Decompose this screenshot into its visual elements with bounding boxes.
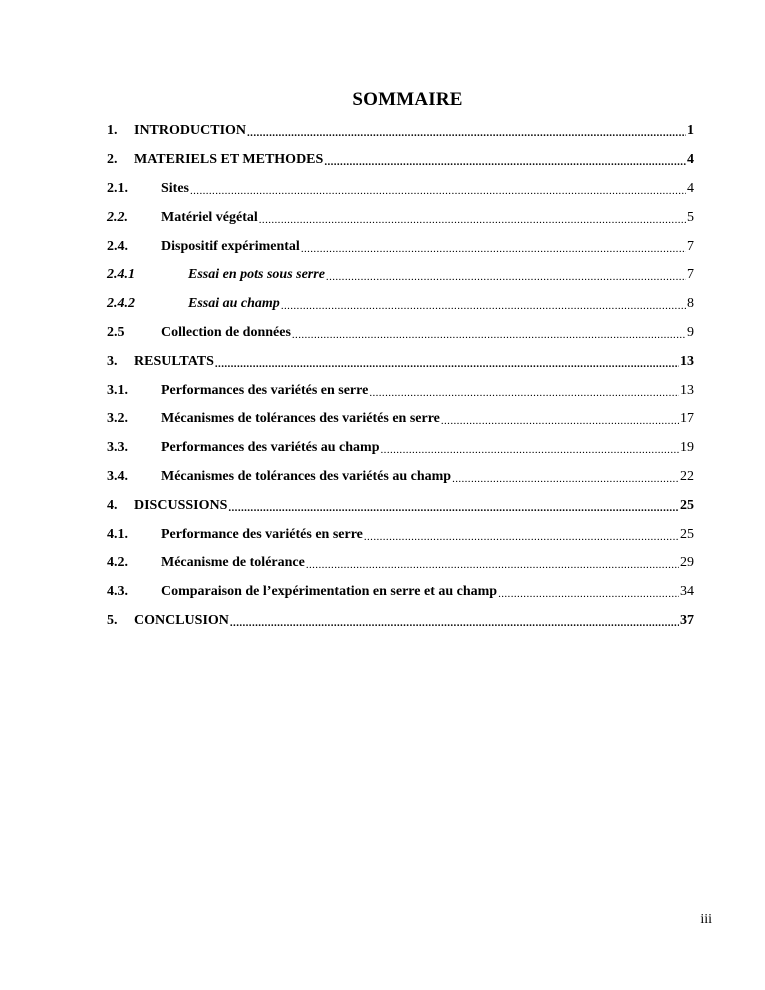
toc-entry-dispositif-experimental[interactable] — [107, 232, 694, 261]
toc-label: Performance des variétés en serre — [161, 526, 363, 542]
toc-leader — [301, 243, 686, 255]
toc-entry-discussions[interactable] — [107, 491, 694, 520]
toc-leader — [306, 559, 679, 571]
toc-number: 2.4.2 — [107, 296, 135, 312]
toc-leader — [498, 588, 679, 600]
toc-number: 3.2. — [107, 411, 128, 427]
page-folio: iii — [700, 912, 712, 927]
toc-label: Collection de données — [161, 324, 291, 340]
toc-label: Sites — [161, 180, 189, 196]
toc-label: Dispositif expérimental — [161, 238, 300, 254]
toc-label: Performances des variétés en serre — [161, 382, 369, 398]
toc-leader — [247, 127, 686, 139]
toc-leader — [281, 300, 686, 312]
toc-number: 2.2. — [107, 209, 128, 225]
toc-leader — [381, 444, 679, 456]
toc-entry-mecanisme-tolerance[interactable] — [107, 549, 694, 578]
toc-number: 4.3. — [107, 584, 128, 600]
toc-page-number: 25 — [680, 526, 694, 542]
toc-leader — [326, 271, 686, 283]
toc-entry-resultats[interactable] — [107, 347, 694, 376]
toc-page-number: 9 — [687, 324, 694, 340]
toc-page-number: 19 — [680, 440, 694, 456]
toc-label: DISCUSSIONS — [134, 497, 228, 513]
toc-leader — [215, 358, 679, 370]
toc-number: 4.1. — [107, 526, 128, 542]
toc-page-number: 29 — [680, 555, 694, 571]
toc-page-number: 22 — [680, 468, 694, 484]
toc-number: 5. — [107, 612, 118, 628]
toc-leader — [259, 214, 686, 226]
toc-number: 2.5 — [107, 324, 125, 340]
toc-page-number: 37 — [680, 612, 694, 628]
toc-label: Essai au champ — [188, 296, 280, 312]
toc-page-number: 25 — [680, 497, 694, 513]
toc-number: 4.2. — [107, 555, 128, 571]
toc-entry-performances-serre[interactable] — [107, 376, 694, 405]
toc-page-number: 17 — [680, 411, 694, 427]
toc-leader — [364, 531, 679, 543]
toc-entry-performance-serre[interactable] — [107, 520, 694, 549]
toc-page-number: 34 — [680, 584, 694, 600]
page-title: SOMMAIRE — [352, 89, 463, 110]
toc-page-number: 4 — [687, 152, 694, 168]
toc-leader — [441, 415, 679, 427]
toc-leader — [228, 502, 679, 514]
toc-entry-mecanismes-serre[interactable] — [107, 405, 694, 434]
toc-entry-essai-champ[interactable] — [107, 290, 694, 319]
toc-label: Mécanismes de tolérances des variétés en serre — [161, 411, 440, 427]
toc-leader — [324, 156, 686, 168]
toc-page-number: 13 — [680, 382, 694, 398]
toc-number: 2.1. — [107, 180, 128, 196]
toc-number: 2.4. — [107, 238, 128, 254]
toc-label: Mécanisme de tolérance — [161, 555, 305, 571]
toc-entry-introduction[interactable] — [107, 117, 694, 146]
toc-number: 4. — [107, 497, 118, 513]
toc-leader — [452, 473, 679, 485]
toc-entry-comparaison[interactable] — [107, 578, 694, 607]
toc-label: INTRODUCTION — [134, 123, 247, 139]
toc-label: Comparaison de l’expérimentation en serre et au champ — [161, 584, 498, 600]
toc-page-number: 7 — [687, 238, 694, 254]
toc-number: 3.1. — [107, 382, 128, 398]
toc-entry-conclusion[interactable] — [107, 607, 694, 636]
toc-page-number: 8 — [687, 296, 694, 312]
toc-leader — [369, 387, 679, 399]
toc-label: RESULTATS — [134, 353, 214, 369]
toc-label: MATERIELS ET METHODES — [134, 152, 324, 168]
toc-page-number: 13 — [680, 353, 694, 369]
toc-entry-materiel-vegetal[interactable] — [107, 203, 694, 232]
toc-number: 3.4. — [107, 468, 128, 484]
toc-label: CONCLUSION — [134, 612, 229, 628]
toc-label: Performances des variétés au champ — [161, 440, 380, 456]
toc-entry-mecanismes-champ[interactable] — [107, 463, 694, 492]
toc-label: Essai en pots sous serre — [188, 267, 325, 283]
toc-leader — [292, 329, 686, 341]
toc-page-number: 4 — [687, 180, 694, 196]
toc-page-number: 5 — [687, 209, 694, 225]
toc-leader — [190, 185, 686, 197]
toc-entry-collection-donnees[interactable] — [107, 319, 694, 348]
toc-number: 1. — [107, 123, 118, 139]
toc-number: 2. — [107, 152, 118, 168]
toc-entry-essai-pots[interactable] — [107, 261, 694, 290]
toc-entry-performances-champ[interactable] — [107, 434, 694, 463]
toc-page-number: 7 — [687, 267, 694, 283]
toc-label: Matériel végétal — [161, 209, 258, 225]
toc-number: 3. — [107, 353, 118, 369]
table-of-contents — [107, 117, 694, 635]
toc-number: 2.4.1 — [107, 267, 135, 283]
toc-leader — [230, 617, 679, 629]
toc-label: Mécanismes de tolérances des variétés au champ — [161, 468, 452, 484]
toc-entry-materiels-methodes[interactable] — [107, 146, 694, 175]
toc-number: 3.3. — [107, 440, 128, 456]
toc-page-number: 1 — [687, 123, 694, 139]
toc-entry-sites[interactable] — [107, 175, 694, 204]
